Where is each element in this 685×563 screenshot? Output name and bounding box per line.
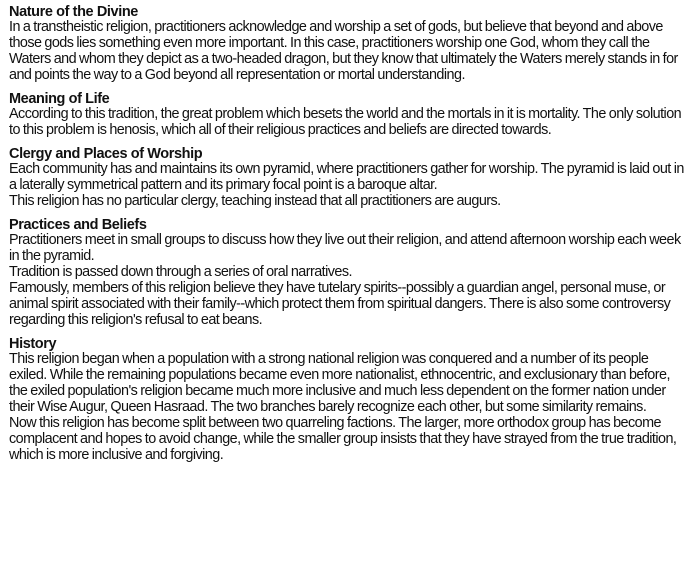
section-paragraph: Famously, members of this religion believe they have tutelary spirits--possibly a guardian angel, personal muse, or animal spirit associated with their family--which protect them from spiritual dangers. There is also some controversy regarding this religion's refusal to eat beans. <box>9 280 671 328</box>
section-paragraph: Each community has and maintains its own pyramid, where practitioners gather for worship. The pyramid is laid out in a laterally symmetrical pattern and its primary focal point is a baroque altar. <box>9 161 684 193</box>
section-clergy-and-places-of-worship <box>9 148 685 209</box>
section-history <box>9 338 685 463</box>
section-practices-and-beliefs <box>9 219 685 328</box>
section-heading: Nature of the Divine <box>9 4 138 20</box>
section-paragraph: According to this tradition, the great problem which besets the world and the mortals in it is mortality. The only solution to this problem is henosis, which all of their religious practices and beliefs are directed towards. <box>9 106 682 138</box>
section-paragraph: Practitioners meet in small groups to discuss how they live out their religion, and attend afternoon worship each week in the pyramid. <box>9 232 681 264</box>
section-meaning-of-life <box>9 93 685 138</box>
section-paragraph: Now this religion has become split between two quarreling factions. The larger, more orthodox group has become complacent and hopes to avoid change, while the smaller group insists that they have strayed from the true tradition, which is more inclusive and forgiving. <box>9 415 677 463</box>
section-paragraph: This religion began when a population with a strong national religion was conquered and a number of its people exiled. While the remaining populations became even more nationalist, ethnocentric, and exclusionary than before, the exiled population's religion became much more inclusive and much less dependent on the former nation under their Wise Augur, Queen Hasraad. The two branches barely recognize each other, but some similarity remains. <box>9 351 670 415</box>
section-heading: History <box>9 336 57 352</box>
section-heading: Meaning of Life <box>9 91 110 107</box>
section-paragraph: In a transtheistic religion, practitioners acknowledge and worship a set of gods, but believe that beyond and above those gods lies something even more important. In this case, practitioners worship one God, whom they call the Waters and whom they depict as a two-headed dragon, but they know that ultimately the Waters merely stands in for and points the way to a God beyond all representation or mortal understanding. <box>9 19 678 83</box>
section-nature-of-the-divine <box>9 6 685 83</box>
section-heading: Clergy and Places of Worship <box>9 146 203 162</box>
section-heading: Practices and Beliefs <box>9 217 147 233</box>
section-paragraph: This religion has no particular clergy, teaching instead that all practitioners are augurs. <box>9 193 501 209</box>
section-paragraph: Tradition is passed down through a series of oral narratives. <box>9 264 352 280</box>
